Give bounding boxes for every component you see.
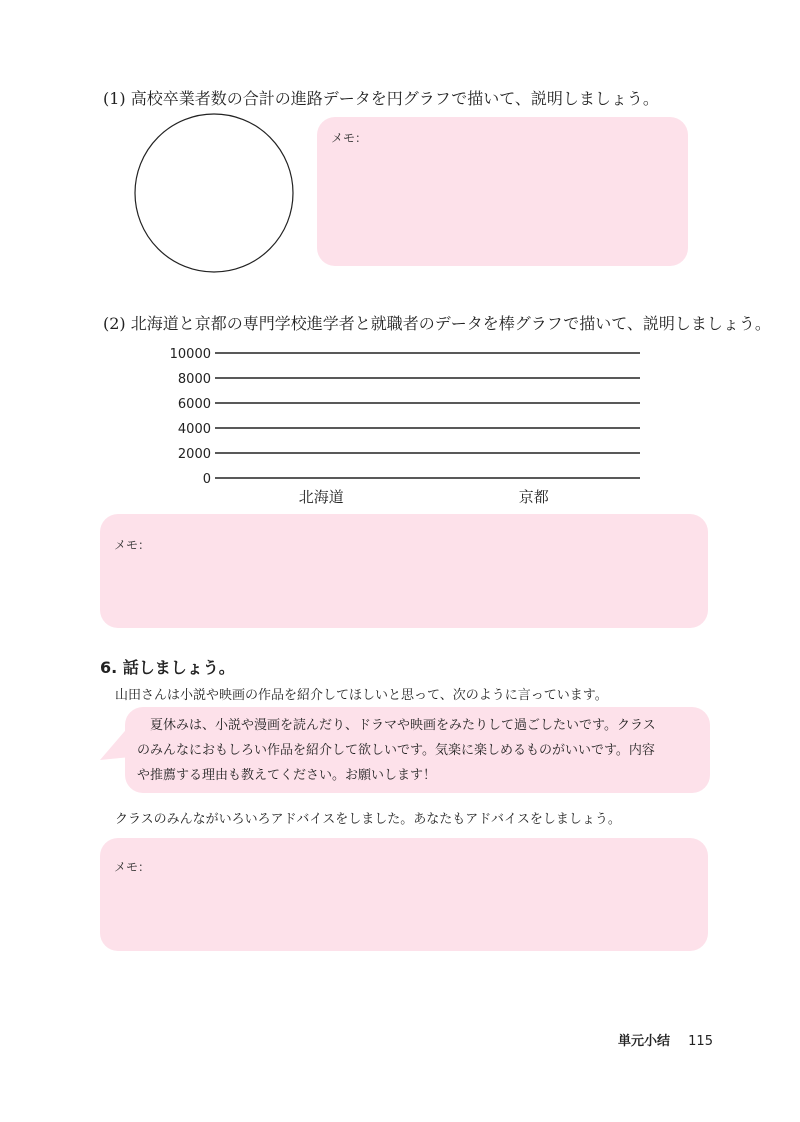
speech-bubble [125, 707, 710, 793]
x-category-label: 北海道 [298, 488, 344, 506]
memo-box-2[interactable] [100, 514, 708, 628]
advice-instruction: クラスのみんながいろいろアドバイスをしました。あなたもアドバイスをしましょう。 [115, 812, 621, 827]
page-number: 115 [688, 1034, 713, 1049]
speech-bubble-line: のみんなにおもしろい作品を紹介して欲しいです。気楽に楽しめるものがいいです。内容 [137, 743, 655, 758]
y-tick-label: 0 [202, 472, 211, 487]
y-tick-label: 6000 [177, 397, 211, 412]
x-category-label: 京都 [518, 488, 549, 506]
bar-chart-blank-grid [160, 340, 660, 510]
question-2-text: (2) 北海道と京都の専門学校進学者と就職者のデータを棒グラフで描いて、説明しましょう。 [103, 314, 771, 333]
pie-chart-blank-circle [130, 109, 300, 279]
footer-section-title: 単元小结 [618, 1034, 671, 1049]
y-tick-label: 10000 [169, 347, 211, 362]
speech-bubble-line: 夏休みは、小説や漫画を読んだり、ドラマや映画をみたりして過ごしたいです。クラス [137, 718, 656, 733]
memo-label: メモ： [114, 860, 151, 874]
y-tick-label: 8000 [177, 372, 211, 387]
speech-bubble-text [137, 713, 700, 788]
y-tick-label: 2000 [177, 447, 211, 462]
question-1-text: (1) 高校卒業者数の合計の進路データを円グラフで描いて、説明しましょう。 [103, 89, 659, 108]
memo-label: メモ： [331, 131, 368, 145]
speech-bubble-line: や推薦する理由も教えてください。お願いします！ [137, 768, 437, 783]
memo-box-1[interactable] [317, 117, 688, 266]
memo-label: メモ： [114, 538, 151, 552]
y-tick-label: 4000 [177, 422, 211, 437]
page-footer [618, 1030, 713, 1049]
section-6-title: 6. 話しましょう。 [100, 658, 235, 677]
section-6-intro: 山田さんは小説や映画の作品を紹介してほしいと思って、次のように言っています。 [115, 688, 608, 703]
memo-box-3[interactable] [100, 838, 708, 951]
